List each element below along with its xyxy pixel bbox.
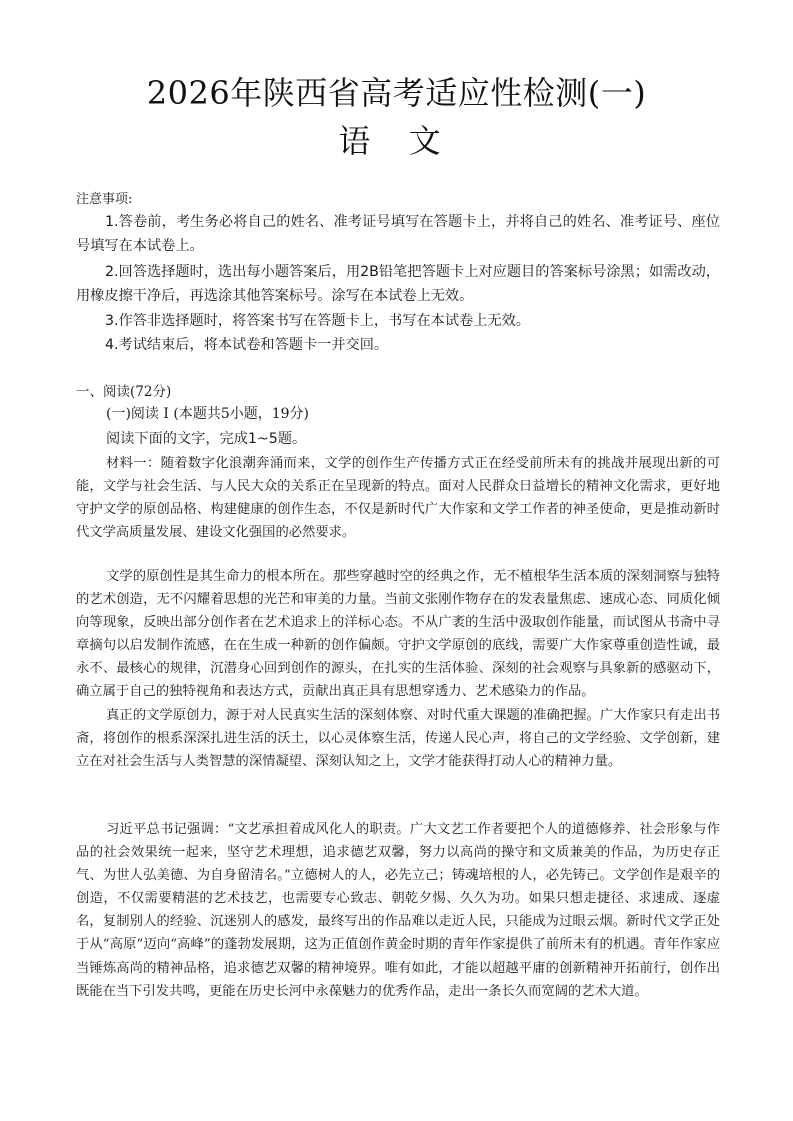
passage-paragraph: 材料一：随着数字化浪潮奔涌而来，文学的创作生产传播方式正在经受前所未有的挑战并展现出新的可能，文学与社会生活、与人民大众的关系正在呈现新的特点。面对人民群众日益增长的精神文化需求，更好地守护文学的原创品格、构建健康的创作生态，不仅是新时代广大作家和文学工作者的神圣使命，更是推动新时代文学高质量发展、建设文化强国的必然要求。 bbox=[76, 456, 720, 541]
notice-item: 4.考试结束后，将本试卷和答题卡一并交回。 bbox=[105, 337, 389, 353]
subject-title: 语 文 bbox=[338, 122, 455, 160]
passage-paragraph: 习近平总书记强调：“文艺承担着成风化人的职责。广大文艺工作者要把个人的道德修养、社会形象与作品的社会效果统一起来，坚守艺术理想，追求德艺双馨，努力以高尚的操守和文质兼美的作品，为历史存正气、为世人弘美德、为自身留清名。”立德树人的人，必先立己；铸魂培根的人，必先铸己。文学创作是艰辛的创造，不仅需要精湛的艺术技艺，也需要专心致志、朝乾夕惕、久久为功。如果只想走捷径、求速成、逐虚名，复制别人的经验、沉迷别人的感发，最终写出的作品难以走近人民，只能成为过眼云烟。新时代文学正处于从“高原”迈向“高峰”的蓬勃发展期，这为正值创作黄金时期的青年作家提供了前所未有的机遇。青年作家应当锤炼高尚的精神品格，追求德艺双馨的精神境界。唯有如此，才能以超越平庸的创新精神开拓前行，创作出既能在当下引发共鸣，更能在历史长河中永葆魅力的优秀作品，走出一条长久而宽阔的艺术大道。 bbox=[76, 822, 720, 999]
exam-title: 2026年陕西省高考适应性检测(一) bbox=[146, 74, 647, 112]
reading-instruction: 阅读下面的文字，完成1~5题。 bbox=[106, 431, 307, 447]
notice-item: 3.作答非选择题时，将答案书写在答题卡上，书写在本试卷上无效。 bbox=[105, 313, 530, 329]
notice-item: 2.回答选择题时，选出每小题答案后，用2B铅笔把答题卡上对应题目的答案标号涂黑；如需改动，用橡皮擦干净后，再选涂其他答案标号。涂写在本试卷上无效。 bbox=[76, 264, 720, 304]
notice-heading: 注意事项: bbox=[76, 192, 133, 207]
section-subtitle: (一)阅读 I (本题共5小题，19分) bbox=[106, 406, 309, 422]
passage-paragraph: 文学的原创性是其生命力的根本所在。那些穿越时空的经典之作，无不植根华生活本质的深刻洞察与独特的艺术创造，无不闪耀着思想的光芒和审美的力量。当前文张刚作物存在的发表量焦虑、速成心态、同质化倾向等现象，反映出部分创作者在艺术追求上的洋标心态。不从广袤的生活中汲取创作能量，而试图从书斋中寻章摘句以启发制作流感，在在生成一种新的创作偏颇。守护文学原创的底线，需要广大作家尊重创造性诚，最永不、最核心的规律，沉潜身心回到创作的源头，在扎实的生活体验、深刻的社会观察与具象新的感驱动下，确立属于自己的独特视角和表达方式，贡献出真正具有思想穿透力、艺术感染力的作品。 bbox=[76, 569, 720, 700]
passage-paragraph: 真正的文学原创力，源于对人民真实生活的深刻体察、对时代重大课题的准确把握。广大作家只有走出书斋，将创作的根系深深扎进生活的沃土，以心灵体察生活，传递人民心声，将自己的文学经验、文学创新，建立在对社会生活与人类智慧的深情凝望、深刻认知之上，文学才能获得打动人心的精神力量。 bbox=[76, 708, 720, 770]
notice-item: 1.答卷前，考生务必将自己的姓名、准考证号填写在答题卡上，并将自己的姓名、准考证号、座位号填写在本试卷上。 bbox=[76, 214, 720, 254]
section-title: 一、阅读(72分) bbox=[76, 384, 172, 400]
